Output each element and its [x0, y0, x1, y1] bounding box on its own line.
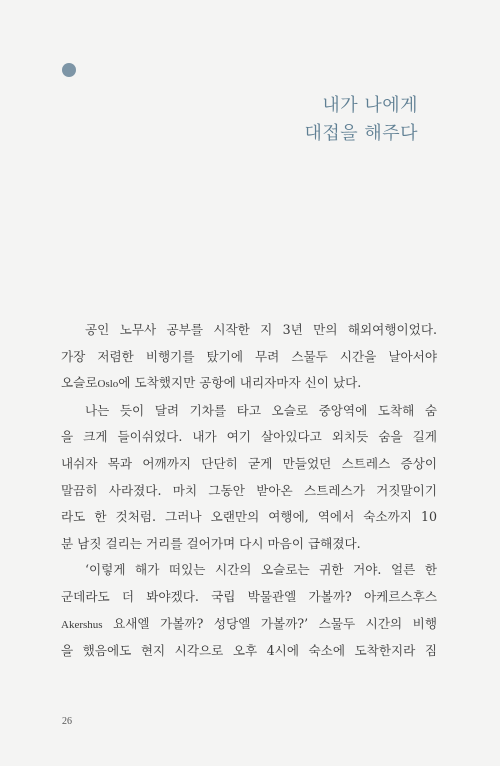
body-line: 나는 듯이 달려 기차를 타고 오슬로 중앙역에 도착해 숨	[85, 402, 437, 418]
body-line: 을 했음에도 현지 시각으로 오후 4시에 숙소에 도착한지라 짐	[61, 643, 437, 659]
body-line: 말끔히 사라졌다. 마치 그동안 받아온 스트레스가 거짓말이기	[61, 482, 437, 498]
page-number: 26	[62, 716, 72, 727]
body-line: 공인 노무사 공부를 시작한 지 3년 만의 해외여행이었다.	[85, 322, 437, 337]
body-line	[61, 611, 437, 639]
chapter-title-line-1: 내가 나에게	[322, 95, 418, 116]
body-line: 분 남짓 걸리는 거리를 걸어가며 다시 마음이 급해졌다.	[61, 535, 361, 551]
body-line: 라도 한 것처럼. 그러나 오랜만의 여행에, 역에서 숙소까지 10	[61, 509, 437, 525]
chapter-bullet-dot	[62, 63, 76, 77]
body-line: ‘이렇게 해가 떠있는 시간의 오슬로는 귀한 거야. 얼른 한	[85, 562, 437, 578]
body-text	[61, 317, 437, 665]
body-word: 에 도착했지만 공항에 내리자마자 신이 났다.	[118, 375, 362, 391]
body-line: 을 크게 들이쉬었다. 내가 여기 살아있다고 외치듯 숨을 길게	[61, 429, 437, 445]
latin-annotation: Akershus	[61, 618, 103, 631]
chapter-title-line-2: 대접을 해주다	[304, 123, 418, 144]
body-word: 오슬로	[61, 375, 98, 391]
body-line: 가장 저렴한 비행기를 탔기에 무려 스물두 시간을 날아서야	[61, 348, 437, 364]
body-word: 요새엘 가볼까? 성당엘 가볼까?’ 스물두 시간의 비행	[102, 615, 437, 631]
body-line: 내쉬자 목과 어깨까지 단단히 굳게 만들었던 스트레스 증상이	[61, 455, 437, 471]
body-line	[61, 370, 437, 398]
body-line: 군데라도 더 봐야겠다. 국립 박물관엘 가볼까? 아케르스후스	[61, 588, 437, 604]
chapter-title	[304, 92, 418, 148]
latin-annotation: Oslo	[97, 378, 119, 391]
